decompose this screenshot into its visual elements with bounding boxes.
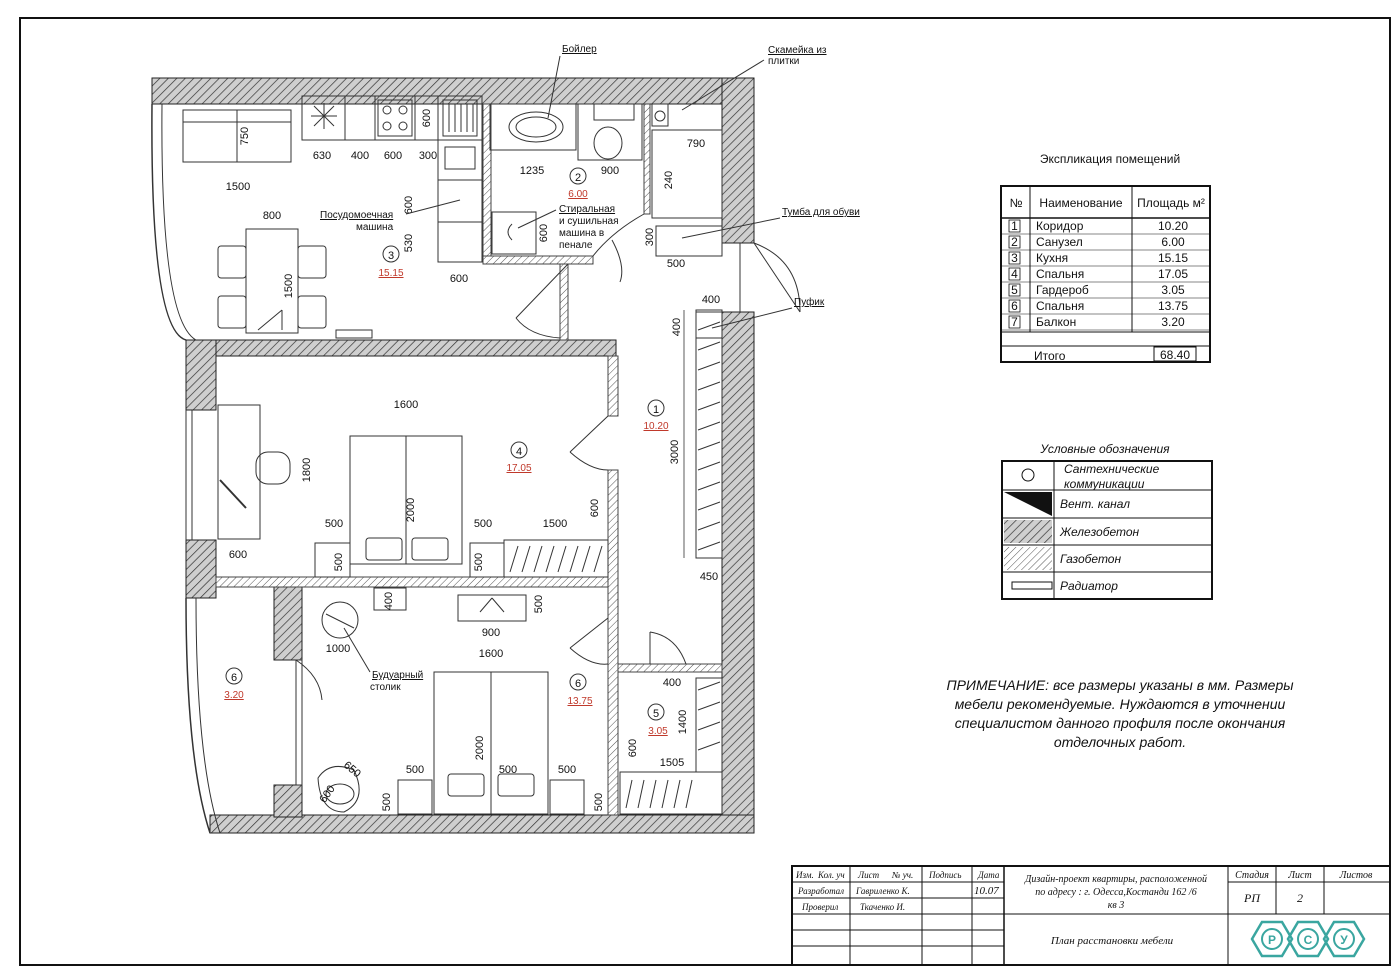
sink-bath-icon [652,104,668,126]
svg-text:по адресу : г. Одесса,Костанди: по адресу : г. Одесса,Костанди 162 /6 [1035,887,1197,898]
callout-pouf: Пуфик [794,297,825,308]
dimension: 600 [383,150,403,162]
dimension: 530 [403,233,415,253]
legend-label: Железобетон [1060,525,1140,539]
note-line: мебели рекомендуемые. Нуждаются в уточнении [954,696,1286,712]
stamp-project: Дизайн-проект квартиры, расположенной [1024,874,1208,885]
table-cell-n: 7 [1011,315,1018,329]
dimension: 500 [593,792,605,812]
wardrobe-bedroom4 [504,540,608,577]
explication-table [1001,152,1210,363]
table-cell-name: Кухня [1036,251,1069,265]
stamp-header: Кол. уч [818,870,845,880]
wall-bottom [210,815,754,833]
dimension: 3000 [669,439,681,465]
explication-header: Наименование [1039,196,1123,210]
wall-right-upper [722,78,754,243]
legend-title: Условные обозначения [1040,442,1170,456]
dimension: 400 [671,317,683,337]
dimension: 2000 [405,497,417,523]
dimension: 500 [473,552,485,572]
room-area: 3.05 [648,726,668,737]
bedroom6-door-arc [570,648,608,664]
shoe-cabinet [656,226,722,256]
hangers-icon [510,546,602,572]
wardrobe-room5-side [696,678,722,772]
dimension: 900 [600,165,620,177]
stamp-header: Лист [858,870,880,880]
dimension: 1600 [478,648,504,660]
wall-corridor-b [608,470,618,815]
stamp-header: Подпись [929,870,962,880]
room-number: 3 [387,250,395,262]
svg-text:и сушильная: и сушильная [559,216,619,227]
dimension: 500 [498,764,518,776]
room-number: 2 [574,172,582,184]
wall-corridor-a [608,356,618,416]
corridor-wardrobe [696,310,722,558]
wall-kitchen-stub [560,264,568,340]
wall-bath-right [644,104,650,214]
table-cell-area: 10.20 [1157,219,1189,233]
dimension: 750 [239,126,251,146]
nightstand [398,780,432,814]
wall-left-b [186,540,216,598]
kitchen-door-arc [516,318,560,338]
explication-rows [1001,219,1210,330]
dimension: 600 [421,108,433,128]
wall-balcony-b [274,785,302,817]
window-balcony-curve [186,598,210,833]
legend-label: Газобетон [1060,552,1122,566]
dimension: 1800 [301,457,313,483]
dimension: 600 [538,223,550,243]
stamp-stage: РП [1244,891,1260,905]
stamp-check-name: Ткаченко И. [860,902,906,912]
dimension: 300 [418,150,438,162]
note-line: ПРИМЕЧАНИЕ: все размеры указаны в мм. Размеры [946,677,1294,693]
dimension: 1500 [542,518,568,530]
title-block [792,866,1390,965]
window-curve-top [152,104,186,340]
room-area: 3.20 [224,690,244,701]
dimension: 1235 [519,165,545,177]
dimension: 1500 [225,181,251,193]
dimension: 1500 [283,273,295,299]
pillow [412,538,448,560]
dimension: 400 [662,677,682,689]
aerated-concrete-symbol-icon [1004,547,1052,570]
dimension: 500 [533,594,545,614]
desk-chair [256,452,290,484]
callout-dishwasher: Посудомоечная [320,210,394,221]
table-cell-area: 3.20 [1161,315,1185,329]
note-line: отделочных работ. [1053,734,1187,750]
table-cell-name: Гардероб [1036,283,1089,297]
room-area: 10.20 [643,421,669,432]
explication-total-value: 68.40 [1159,348,1191,362]
vent-symbol-icon [1004,492,1052,516]
svg-text:машина в: машина в [559,228,605,239]
wall-left-a [186,340,216,410]
window-curve-top-inner [162,104,196,340]
legend [1002,442,1212,599]
table-cell-area: 13.75 [1157,299,1189,313]
table-cell-area: 17.05 [1157,267,1189,281]
wall-right-lower [722,312,754,817]
concrete-symbol-icon [1004,520,1052,543]
callouts [320,44,860,693]
note-line: специалистом данного профиля после окончания [954,715,1286,731]
dimension: 900 [481,627,501,639]
dimension: 800 [262,210,282,222]
pillow [498,774,534,796]
stamp-header: Лист [1288,870,1312,881]
stamp-header: Дата [978,870,1000,880]
callout-shoe-cabinet: Тумба для обуви [782,207,860,218]
chair [298,246,326,278]
dimension: 600 [228,549,248,561]
table-cell-area: 6.00 [1161,235,1185,249]
balcony-door [296,660,302,785]
corridor-hangers-icon [698,322,720,550]
wall-bath-bottom [483,256,593,264]
legend-label: Вент. канал [1060,497,1131,511]
stamp-sheet: 2 [1297,891,1303,905]
room-number: 1 [652,404,660,416]
dimension: 500 [381,792,393,812]
dimension: 600 [403,195,415,215]
table-cell-area: 15.15 [1157,251,1189,265]
legend-label: Радиатор [1060,579,1118,593]
wall-balcony-a [274,580,302,660]
table-cell-name: Коридор [1036,219,1084,233]
radiator [336,330,372,338]
dimension: 2000 [474,735,486,761]
dimension: 790 [686,138,706,150]
nightstand [550,780,584,814]
wall-kitchen-bedroom [216,340,616,356]
table-cell-name: Балкон [1036,315,1077,329]
dimension: 500 [557,764,577,776]
room-area: 13.75 [567,696,593,707]
dimension: 300 [644,227,656,247]
explication-header: № [1009,196,1023,210]
room-number: 6 [574,678,582,690]
logo-letter: У [1340,933,1348,947]
room-number: 5 [652,708,660,720]
callout-bench: Скамейка из [768,45,827,56]
table-cell-name: Спальня [1036,267,1085,281]
wall-bedrooms [216,577,616,587]
table-cell-n: 6 [1011,299,1018,313]
stamp-date: 10.07 [974,885,999,897]
room-number: 6 [230,672,238,684]
toilet-icon [594,127,622,159]
vanity-table [322,602,358,638]
table-cell-n: 1 [1011,219,1018,233]
dimension: 600 [449,273,469,285]
company-logo [1252,922,1364,956]
svg-text:пенале: пенале [559,240,593,251]
svg-text:плитки: плитки [768,56,800,67]
stamp-header: Листов [1339,870,1373,881]
dimension: 1400 [677,709,689,735]
room-area: 6.00 [568,189,588,200]
legend-label: Сантехнические [1064,462,1160,476]
stamp-dev-name: Гавриленко К. [856,886,910,896]
room-area: 17.05 [506,463,532,474]
stamp-sheet-title: План расстановки мебели [1050,935,1174,947]
wardrobe5-hangers-icon [626,682,720,808]
stamp-header: Изм. [796,870,814,880]
table-cell-area: 3.05 [1161,283,1185,297]
laptop-icon [220,480,246,508]
washer-cabinet [492,212,536,254]
chair [298,296,326,328]
dimension: 630 [312,150,332,162]
radiator-symbol-icon [1012,582,1052,589]
dimension: 1505 [659,757,685,769]
pillow [448,774,484,796]
stamp-header: Стадия [1235,870,1269,881]
dimension: 1600 [393,399,419,411]
dresser [458,595,526,621]
dimension: 1000 [325,643,351,655]
dimension: 500 [324,518,344,530]
svg-text:коммуникации: коммуникации [1064,477,1145,491]
explication-header: Площадь м² [1137,196,1205,210]
room-area: 15.15 [378,268,404,279]
stamp-header: № уч. [892,870,914,880]
dimension: 400 [383,591,395,611]
desk [218,405,260,539]
fridge-icon [311,103,337,129]
table-cell-name: Санузел [1036,235,1083,249]
note [946,677,1294,750]
table-cell-n: 3 [1011,251,1018,265]
dimension: 500 [473,518,493,530]
dimension: 650 [341,759,363,781]
chair [218,296,246,328]
dimension: 400 [701,294,721,306]
sink-icon [443,100,477,136]
dimension: 600 [627,738,639,758]
wall-wardrobe [618,664,722,672]
dimension: 400 [350,150,370,162]
pillow [366,538,402,560]
svg-text:столик: столик [370,682,401,693]
explication-total-label: Итого [1034,349,1066,363]
dimension: 240 [663,170,675,190]
table-cell-n: 5 [1011,283,1018,297]
table-cell-name: Спальня [1036,299,1085,313]
callout-washer: Стиральная [559,204,616,215]
explication-title: Экспликация помещений [1039,152,1181,166]
stamp-dev-role: Разработал [798,886,845,896]
dimension: 450 [699,571,719,583]
stove-icon [378,100,412,136]
bedroom4-door-arc [570,452,608,470]
pouf [696,312,722,338]
wardrobe-room5-bottom [620,772,722,814]
stamp-check-role: Проверил [802,902,839,912]
room-number: 4 [515,446,523,458]
callout-vanity: Будуарный [372,670,424,681]
logo-letter: С [1303,933,1313,947]
wardrobe5-door-arc [650,632,686,664]
chair [218,246,246,278]
plumbing-symbol-icon [1022,469,1034,481]
table-cell-n: 4 [1011,267,1018,281]
dimension: 500 [405,764,425,776]
svg-text:машина: машина [356,222,394,233]
logo-letter: Р [1267,933,1277,947]
svg-text:кв 3: кв 3 [1107,900,1125,911]
dimension: 600 [317,783,338,806]
dimension: 500 [333,552,345,572]
table-cell-n: 2 [1011,235,1018,249]
callout-boiler: Бойлер [562,44,597,55]
dimension: 600 [589,498,601,518]
dimension: 500 [666,258,686,270]
